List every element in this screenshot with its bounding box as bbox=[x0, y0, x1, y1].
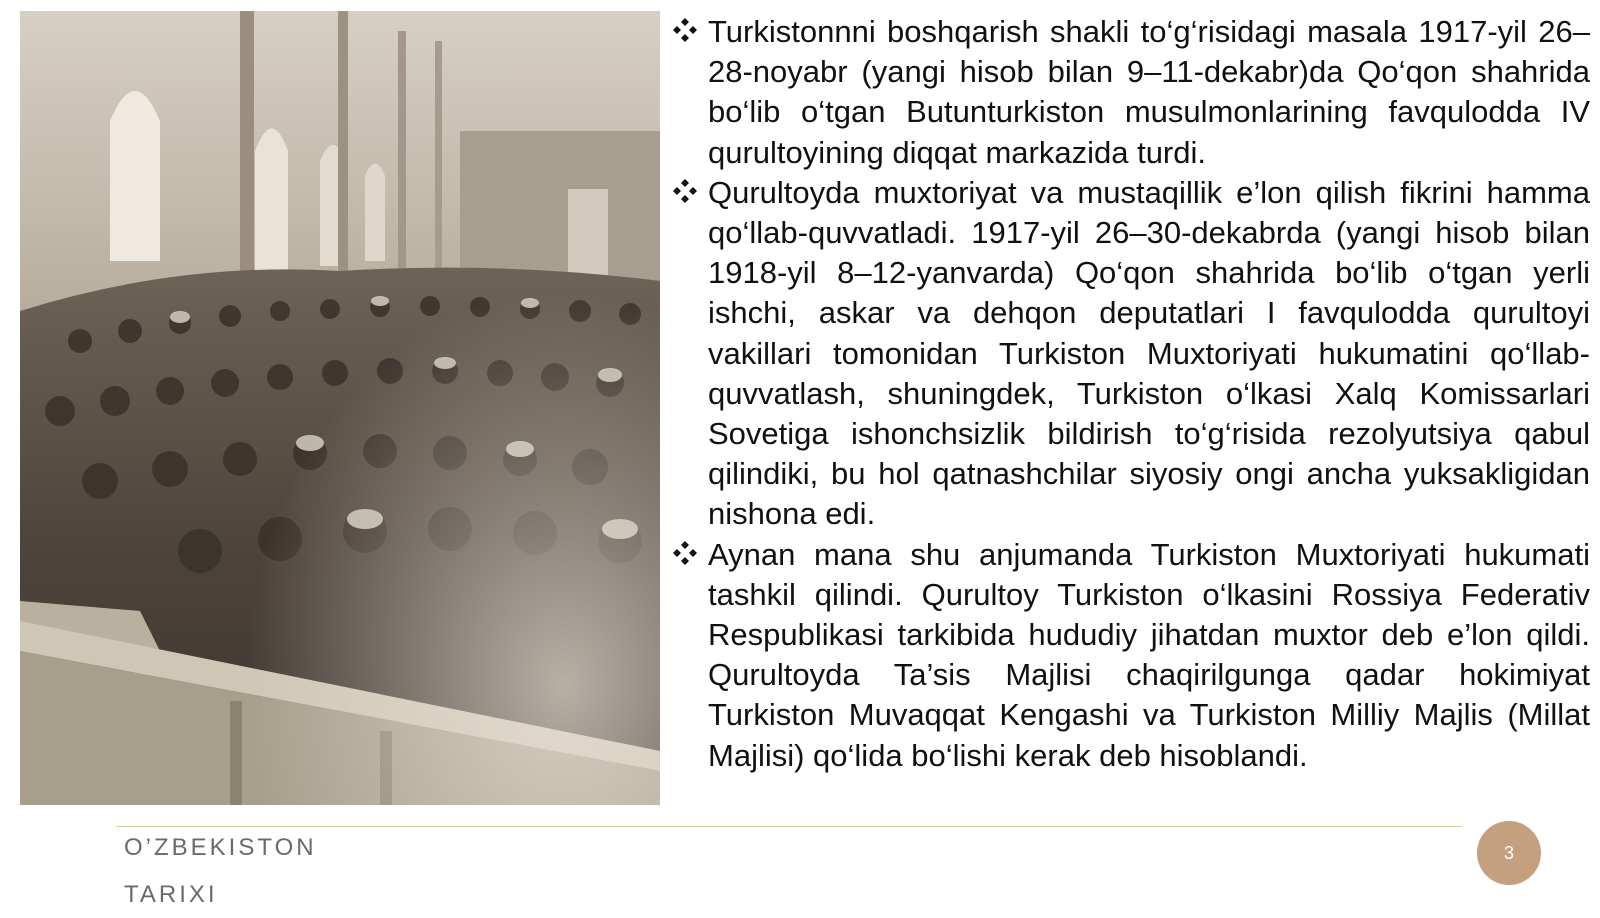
footer-title-line2: TARIXI bbox=[124, 881, 218, 908]
list-item bbox=[672, 535, 1590, 776]
list-item bbox=[672, 12, 1590, 173]
historical-photo-assembly bbox=[20, 11, 660, 805]
assembly-photo-illustration bbox=[20, 11, 660, 805]
bullet-list bbox=[672, 12, 1590, 776]
page-number-badge: 3 bbox=[1477, 821, 1541, 885]
footer-divider bbox=[116, 826, 1462, 827]
diamond-bullet-icon bbox=[672, 178, 698, 204]
footer-title bbox=[124, 824, 317, 918]
bullet-text: Qurultoyda muxtoriyat va mustaqillik e’lon qilish fikrini hamma qo‘llab-quvvatladi. 1917-yil 26–30-dekabrda (yangi hisob bilan 1918-yil 8–12-yanvarda) Qo‘qon shahrida bo‘lib o‘tgan yerli ishchi, askar va dehqon deputatlari I favqulodda qurultoyi vakillari tomonidan Turkiston Muxtoriyati hukumatini qo‘llab-quvvatlash, shuningdek, Turkiston o‘lkasi Xalq Komissarlari Sovetiga ishonchsizlik bildirish to‘g‘risida rezolyutsiya qabul qilindiki, bu hol qatnashchilar siyosiy ongi ancha yuksakligidan nishona edi. bbox=[708, 174, 1590, 532]
footer-title-line1: O’ZBEKISTON bbox=[124, 834, 317, 861]
bullet-text: Turkistonnni boshqarish shakli to‘g‘risidagi masala 1917-yil 26–28-noyabr (yangi hisob bilan 9–11-dekabr)da Qo‘qon shahrida bo‘lib o‘tgan Butunturkiston musulmonlarining favqulodda IV qurultoyining diqqat markazida turdi. bbox=[708, 14, 1590, 170]
bullet-text: Aynan mana shu anjumanda Turkiston Muxtoriyati hukumati tashkil qilindi. Qurultoy Turkiston o‘lkasini Rossiya Federativ Respublikasi tarkibida hududiy jihatdan muxtor deb e’lon qildi. Qurultoyda Ta’sis Majlisi chaqirilgunga qadar hokimiyat Turkiston Muvaqqat Kengashi va Turkiston Milliy Majlis (Millat Majlisi) qo‘lida bo‘lishi kerak deb hisoblandi. bbox=[708, 536, 1590, 773]
diamond-bullet-icon bbox=[672, 540, 698, 566]
diamond-bullet-icon bbox=[672, 17, 698, 43]
list-item bbox=[672, 173, 1590, 535]
